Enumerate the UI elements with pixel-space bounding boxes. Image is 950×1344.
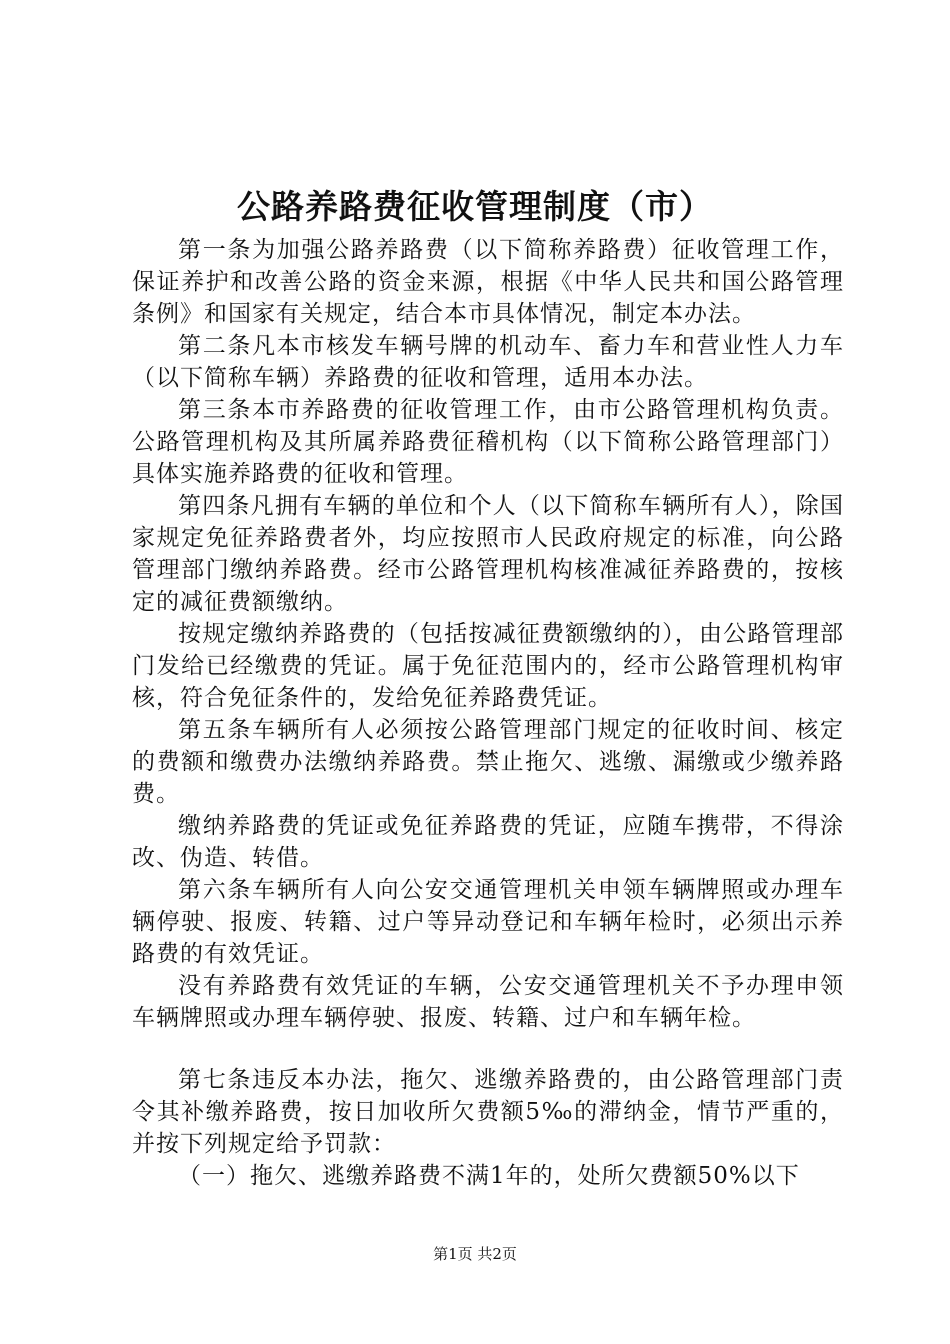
paragraph-article-3: 第三条本市养路费的征收管理工作，由市公路管理机构负责。公路管理机构及其所属养路费征稽机构（以下简称公路管理部门）具体实施养路费的征收和管理。 — [132, 397, 844, 487]
paragraph-article-1: 第一条为加强公路养路费（以下简称养路费）征收管理工作，保证养护和改善公路的资金来源，根据《中华人民共和国公路管理条例》和国家有关规定，结合本市具体情况，制定本办法。 — [132, 237, 844, 327]
paragraph-article-5: 第五条车辆所有人必须按公路管理部门规定的征收时间、核定的费额和缴费办法缴纳养路费。禁止拖欠、逃缴、漏缴或少缴养路费。 — [132, 717, 844, 807]
paragraph-article-4: 第四条凡拥有车辆的单位和个人（以下简称车辆所有人），除国家规定免征养路费者外，均应按照市人民政府规定的标准，向公路管理部门缴纳养路费。经市公路管理机构核准减征养路费的，按核定的减征费额缴纳。 — [132, 493, 844, 615]
paragraph-spacer — [132, 1034, 844, 1064]
paragraph-article-7: 第七条违反本办法，拖欠、逃缴养路费的，由公路管理部门责令其补缴养路费，按日加收所欠费额5‰的滞纳金，情节严重的，并按下列规定给予罚款： — [132, 1067, 844, 1157]
document-title: 公路养路费征收管理制度（市） — [237, 187, 713, 226]
paragraph-article-6: 第六条车辆所有人向公安交通管理机关申领车辆牌照或办理车辆停驶、报废、转籍、过户等异动登记和车辆年检时，必须出示养路费的有效凭证。 — [132, 877, 844, 967]
document-body — [132, 234, 844, 1192]
paragraph-article-6-cont: 没有养路费有效凭证的车辆，公安交通管理机关不予办理申领车辆牌照或办理车辆停驶、报废、转籍、过户和车辆年检。 — [132, 973, 844, 1031]
paragraph-article-5-cont: 缴纳养路费的凭证或免征养路费的凭证，应随车携带，不得涂改、伪造、转借。 — [132, 813, 844, 871]
page-footer: 第1页 共2页 — [433, 1245, 517, 1263]
paragraph-article-4-cont: 按规定缴纳养路费的（包括按减征费额缴纳的），由公路管理部门发给已经缴费的凭证。属于免征范围内的，经市公路管理机构审核，符合免征条件的，发给免征养路费凭证。 — [132, 621, 844, 711]
paragraph-article-7-item-1: （一）拖欠、逃缴养路费不满1年的，处所欠费额50%以下 — [178, 1163, 800, 1189]
paragraph-article-2: 第二条凡本市核发车辆号牌的机动车、畜力车和营业性人力车（以下简称车辆）养路费的征收和管理，适用本办法。 — [132, 333, 844, 391]
